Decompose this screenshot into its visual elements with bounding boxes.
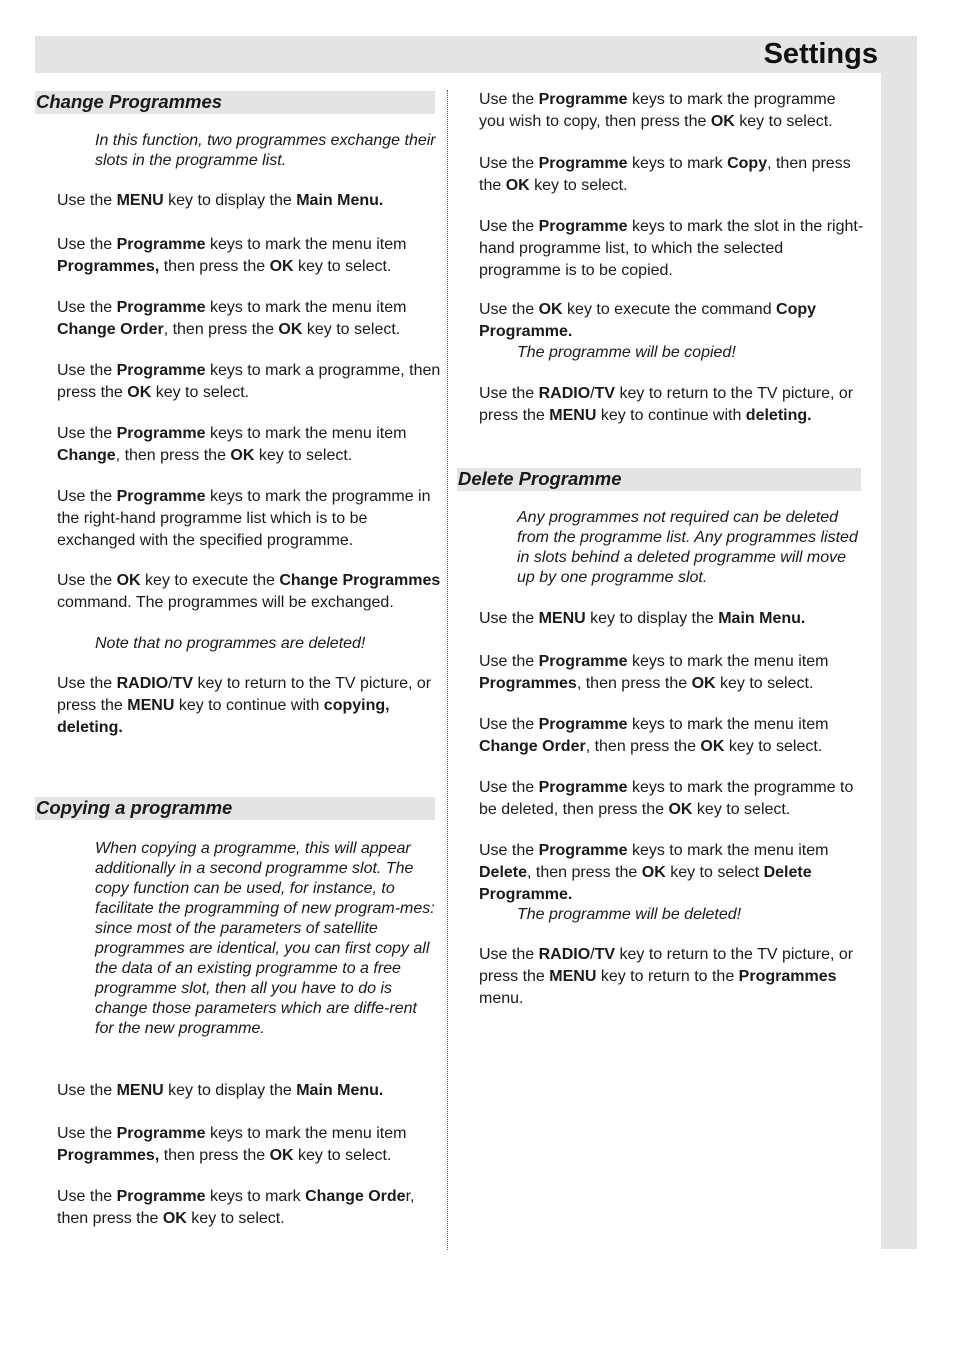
key-term: MENU	[116, 192, 164, 209]
key-term: OK	[230, 447, 255, 464]
key-term: Programmes	[479, 675, 577, 692]
text-segment: Use the	[57, 236, 117, 253]
key-term: Programme	[538, 842, 628, 859]
key-term: Programme	[538, 155, 628, 172]
key-term: OK	[641, 864, 666, 881]
text-segment: Use the	[57, 675, 117, 692]
text-segment: key to display the	[163, 192, 297, 209]
text-segment: , then press the	[479, 155, 851, 194]
text-segment: keys to mark the menu item	[205, 1125, 407, 1142]
intro-text: In this function, two programmes exchange their slots in the programme list.	[95, 132, 436, 169]
text-segment: key to execute the command	[562, 301, 777, 318]
text-segment: , then press the	[163, 321, 279, 338]
text-segment: Use the	[479, 610, 539, 627]
instruction-paragraph	[479, 840, 864, 906]
key-term: Programme	[116, 488, 206, 505]
instruction-paragraph	[479, 714, 864, 758]
key-term: OK	[505, 177, 530, 194]
text-segment: key to select.	[734, 113, 833, 130]
text-segment: Use the	[57, 1125, 117, 1142]
key-term: Main Menu.	[296, 192, 384, 209]
text-segment: /	[168, 675, 173, 692]
text-segment: Use the	[479, 653, 539, 670]
text-segment: Use the	[479, 155, 539, 172]
page-title: Settings	[763, 38, 878, 70]
text-segment: keys to mark the menu item	[205, 236, 407, 253]
instruction-paragraph	[479, 216, 864, 282]
text-segment: Use the	[479, 385, 539, 402]
key-term: Programme	[116, 1125, 206, 1142]
text-segment: then press the	[159, 258, 270, 275]
text-segment: Use the	[479, 779, 539, 796]
instruction-paragraph	[57, 1186, 442, 1230]
text-segment: key to select.	[715, 675, 814, 692]
text-segment: keys to mark the menu item	[205, 425, 407, 442]
instruction-paragraph	[479, 89, 864, 133]
text-segment: keys to mark the menu item	[205, 299, 407, 316]
instruction-paragraph	[479, 944, 864, 1010]
text-segment: r, then press the	[57, 1188, 415, 1227]
key-term: RADIO	[538, 385, 591, 402]
text-segment: key to return to the TV picture, or press the	[479, 385, 854, 424]
side-strip	[881, 73, 917, 1249]
instruction-paragraph	[57, 570, 442, 614]
text-segment: Use the	[57, 299, 117, 316]
key-term: OK	[668, 801, 693, 818]
text-segment: key to select	[665, 864, 764, 881]
key-term: RADIO	[116, 675, 169, 692]
section-heading-delete	[457, 468, 861, 491]
text-segment: Use the	[479, 91, 539, 108]
text-segment: keys to mark the menu item	[627, 842, 829, 859]
text-segment: , then press the	[585, 738, 701, 755]
key-term: MENU	[127, 697, 175, 714]
instruction-paragraph	[479, 299, 864, 343]
key-term: MENU	[549, 407, 597, 424]
text-segment: , then press the	[527, 864, 642, 881]
instruction-paragraph	[479, 383, 864, 427]
text-segment: menu.	[479, 990, 524, 1007]
text-segment: keys to mark a programme, then press the	[57, 362, 441, 401]
text-segment: Use the	[57, 1188, 117, 1205]
text-segment: Use the	[57, 488, 117, 505]
text-segment: Use the	[479, 716, 539, 733]
key-term: OK	[162, 1210, 187, 1227]
text-segment: then press the	[159, 1147, 270, 1164]
key-term: Programme	[116, 236, 206, 253]
instruction-paragraph	[57, 297, 442, 341]
instruction-paragraph	[479, 777, 864, 821]
text-segment: keys to mark the programme to be deleted, then press the	[479, 779, 854, 818]
text-segment: key to select.	[151, 384, 250, 401]
key-term: Programme	[116, 425, 206, 442]
section-title: Delete Programme	[458, 468, 622, 489]
text-segment: keys to mark the menu item	[627, 716, 829, 733]
key-term: Main Menu.	[296, 1082, 384, 1099]
key-term: OK	[691, 675, 716, 692]
text-segment: Use the	[57, 362, 117, 379]
text-segment: /	[590, 385, 595, 402]
text-segment: keys to mark the menu item	[627, 653, 829, 670]
text-segment: key to select.	[186, 1210, 285, 1227]
key-term: TV	[172, 675, 194, 692]
text-segment: key to select.	[529, 177, 628, 194]
key-term: Programme	[116, 362, 206, 379]
key-term: Programme	[538, 218, 628, 235]
key-term: TV	[594, 385, 616, 402]
note-text: The programme will be copied!	[517, 344, 736, 361]
section-heading-copying	[35, 797, 435, 820]
text-segment: key to display the	[585, 610, 719, 627]
key-term: Programme	[538, 91, 628, 108]
instruction-paragraph	[57, 1123, 442, 1167]
text-segment: key to select.	[293, 1147, 392, 1164]
key-term: MENU	[116, 1082, 164, 1099]
key-term: TV	[594, 946, 616, 963]
instruction-paragraph	[479, 153, 864, 197]
key-term: OK	[538, 301, 563, 318]
instruction-paragraph	[57, 234, 442, 278]
text-segment: key to continue with	[174, 697, 324, 714]
key-term: deleting.	[745, 407, 812, 424]
key-term: OK	[269, 258, 294, 275]
key-term: Change	[57, 447, 116, 464]
note-text: Note that no programmes are deleted!	[95, 635, 366, 652]
key-term: Programme	[538, 653, 628, 670]
text-segment: key to select.	[254, 447, 353, 464]
intro-text: Any programmes not required can be deleted from the programme list. Any programmes listed in slots behind a deleted programme will move up by one programme slot.	[517, 509, 858, 586]
key-term: RADIO	[538, 946, 591, 963]
text-segment: /	[590, 946, 595, 963]
text-segment: Use the	[479, 218, 539, 235]
text-segment: keys to mark	[205, 1188, 306, 1205]
key-term: OK	[700, 738, 725, 755]
note-text: The programme will be deleted!	[517, 906, 742, 923]
text-segment: keys to mark the programme you wish to copy, then press the	[479, 91, 836, 130]
text-segment: key to select.	[293, 258, 392, 275]
key-term: Change Order	[479, 738, 586, 755]
text-segment: Use the	[57, 1082, 117, 1099]
intro-text: When copying a programme, this will appear additionally in a second programme slot. The copy function can be used, for instance, to facilitate the programming of new program-mes: since most of the parameters of satellite programmes are identical, you can first copy all the data of an existing programme to a free programme slot, then all you have to do is change those parameters which are diffe-rent for the new programme.	[95, 840, 435, 1037]
key-term: Change Order	[57, 321, 164, 338]
key-term: Copy Programme.	[479, 301, 817, 340]
text-segment: keys to mark the slot in the right-hand programme list, to which the selected programme is to be copied.	[479, 218, 864, 279]
text-segment: Use the	[479, 301, 539, 318]
key-term: Programmes,	[57, 1147, 160, 1164]
column-divider	[447, 90, 448, 1250]
text-segment: key to return to the TV picture, or press the	[479, 946, 854, 985]
text-segment: Use the	[57, 192, 117, 209]
text-segment: key to select.	[724, 738, 823, 755]
text-segment: keys to mark	[627, 155, 728, 172]
text-segment: key to select.	[302, 321, 401, 338]
key-term: Delete	[479, 864, 528, 881]
text-segment: command. The programmes will be exchanged.	[57, 594, 394, 611]
text-segment: key to continue with	[596, 407, 746, 424]
text-segment: , then press the	[115, 447, 231, 464]
section-heading-change-programmes	[35, 91, 435, 114]
text-segment: Use the	[479, 946, 539, 963]
text-segment: Use the	[57, 572, 117, 589]
key-term: OK	[269, 1147, 294, 1164]
key-term: MENU	[549, 968, 597, 985]
instruction-paragraph	[57, 190, 442, 212]
text-segment: Use the	[57, 425, 117, 442]
key-term: Programme	[116, 299, 206, 316]
text-segment: key to select.	[692, 801, 791, 818]
key-term: Programme	[538, 716, 628, 733]
instruction-paragraph	[57, 1080, 442, 1102]
key-term: Change Orde	[305, 1188, 406, 1205]
key-term: Main Menu.	[718, 610, 806, 627]
key-term: Delete Programme.	[479, 864, 812, 903]
text-segment: , then press the	[576, 675, 692, 692]
key-term: MENU	[538, 610, 586, 627]
instruction-paragraph	[57, 673, 442, 739]
text-segment: key to execute the	[140, 572, 280, 589]
key-term: copying, deleting.	[57, 697, 390, 736]
key-term: OK	[116, 572, 141, 589]
text-segment: key to return to the TV picture, or press the	[57, 675, 432, 714]
key-term: Change Programmes	[279, 572, 441, 589]
key-term: Programmes	[738, 968, 837, 985]
text-segment: key to return to the	[596, 968, 739, 985]
key-term: Copy	[727, 155, 768, 172]
key-term: Programme	[116, 1188, 206, 1205]
instruction-paragraph	[57, 423, 442, 467]
key-term: Programme	[538, 779, 628, 796]
section-title: Change Programmes	[36, 91, 223, 112]
section-title: Copying a programme	[36, 797, 233, 818]
key-term: OK	[127, 384, 152, 401]
text-segment: keys to mark the programme in the right-hand programme list which is to be exchanged with the specified programme.	[57, 488, 431, 549]
key-term: Programmes,	[57, 258, 160, 275]
key-term: OK	[278, 321, 303, 338]
text-segment: key to display the	[163, 1082, 297, 1099]
instruction-paragraph	[57, 486, 442, 552]
instruction-paragraph	[479, 608, 864, 630]
key-term: OK	[710, 113, 735, 130]
instruction-paragraph	[57, 360, 442, 404]
text-segment: Use the	[479, 842, 539, 859]
instruction-paragraph	[479, 651, 864, 695]
